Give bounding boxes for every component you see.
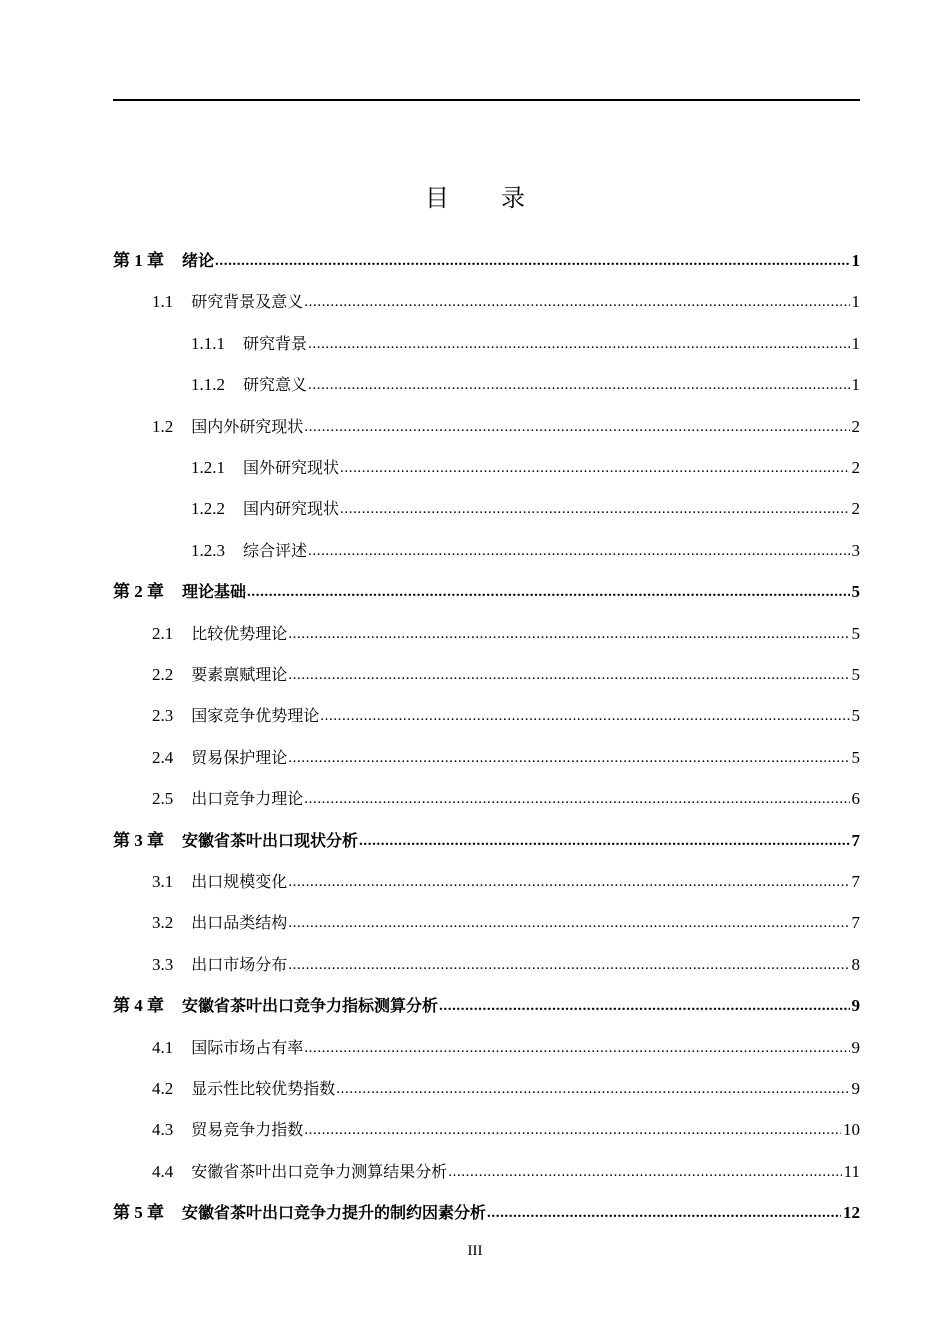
toc-dot-leader	[304, 1037, 849, 1059]
toc-entry[interactable]	[113, 577, 860, 603]
toc-entry-page: 7	[851, 872, 860, 891]
toc-entry-page: 1	[851, 375, 860, 394]
toc-entry-page: 8	[851, 955, 860, 974]
toc-title	[0, 178, 950, 214]
toc-dot-leader	[288, 871, 849, 893]
toc-entry-page: 2	[851, 458, 860, 477]
toc-entry-title: 综合评述	[243, 541, 308, 560]
toc-entry-number: 3.3	[152, 955, 174, 974]
toc-entry-title: 研究背景	[243, 334, 308, 353]
toc-dot-leader	[288, 664, 849, 686]
toc-entry-title: 绪论	[182, 251, 215, 270]
toc-entry-number: 第 1 章	[113, 251, 164, 270]
toc-entry-number: 1.1	[152, 292, 174, 311]
toc-entry-number: 4.4	[152, 1162, 174, 1181]
toc-entry-title: 理论基础	[182, 582, 247, 601]
toc-entry-page: 5	[851, 748, 860, 767]
toc-entry-page: 2	[851, 499, 860, 518]
toc-entry-title: 要素禀赋理论	[191, 665, 288, 684]
toc-entry-number: 第 5 章	[113, 1203, 164, 1222]
toc-entry-title: 贸易竞争力指数	[191, 1120, 304, 1139]
toc-entry[interactable]	[152, 908, 860, 934]
toc-entry-number: 第 3 章	[113, 831, 164, 850]
toc-entry-title: 国外研究现状	[243, 458, 340, 477]
toc-dot-leader	[288, 954, 849, 976]
toc-entry-title: 显示性比较优势指数	[191, 1079, 336, 1098]
toc-entry-page: 9	[851, 1079, 860, 1098]
toc-entry[interactable]	[113, 246, 860, 272]
toc-entry-number: 1.2.3	[191, 541, 225, 560]
toc-entry[interactable]	[191, 494, 860, 520]
toc-entry-page: 1	[851, 251, 860, 270]
toc-dot-leader	[215, 250, 849, 272]
toc-dot-leader	[308, 333, 849, 355]
toc-entry[interactable]	[152, 1033, 860, 1059]
toc-dot-leader	[439, 995, 849, 1017]
toc-entry-page: 1	[851, 292, 860, 311]
toc-entry-title: 出口规模变化	[191, 872, 288, 891]
toc-entry-title: 国内研究现状	[243, 499, 340, 518]
toc-entry-number: 2.2	[152, 665, 174, 684]
toc-entry-number: 3.2	[152, 913, 174, 932]
toc-entry[interactable]	[113, 991, 860, 1017]
toc-dot-leader	[304, 416, 849, 438]
toc-entry-number: 3.1	[152, 872, 174, 891]
toc-entry-title: 研究意义	[243, 375, 308, 394]
toc-dot-leader	[247, 581, 849, 603]
toc-entry-title: 安徽省茶叶出口竞争力测算结果分析	[191, 1162, 448, 1181]
toc-entry-number: 1.2.1	[191, 458, 225, 477]
toc-entry[interactable]	[152, 950, 860, 976]
toc-entry-number: 1.2	[152, 417, 174, 436]
toc-entry-number: 2.1	[152, 624, 174, 643]
toc-entry-page: 7	[851, 913, 860, 932]
toc-title-char-2: 录	[501, 184, 525, 212]
toc-entry[interactable]	[191, 536, 860, 562]
toc-entry-title: 国内外研究现状	[191, 417, 304, 436]
toc-entry-page: 3	[851, 541, 860, 560]
toc-entry[interactable]	[152, 1074, 860, 1100]
toc-entry-title: 安徽省茶叶出口竞争力指标测算分析	[182, 996, 439, 1015]
toc-dot-leader	[288, 623, 849, 645]
toc-entry-number: 4.2	[152, 1079, 174, 1098]
toc-dot-leader	[304, 788, 849, 810]
toc-entry-number: 4.3	[152, 1120, 174, 1139]
toc-entry-title: 出口竞争力理论	[191, 789, 304, 808]
toc-entry[interactable]	[152, 660, 860, 686]
toc-dot-leader	[448, 1161, 841, 1183]
toc-entry-page: 5	[851, 706, 860, 725]
toc-entry-number: 4.1	[152, 1038, 174, 1057]
toc-entry-page: 10	[843, 1120, 860, 1139]
toc-entry[interactable]	[152, 743, 860, 769]
toc-dot-leader	[320, 705, 849, 727]
toc-entry[interactable]	[152, 1115, 860, 1141]
toc-entry-number: 1.2.2	[191, 499, 225, 518]
toc-entry-number: 2.5	[152, 789, 174, 808]
toc-entry-title: 贸易保护理论	[191, 748, 288, 767]
toc-entry[interactable]	[152, 867, 860, 893]
toc-entry[interactable]	[191, 453, 860, 479]
toc-entry-page: 5	[851, 582, 860, 601]
toc-entry-page: 6	[851, 789, 860, 808]
toc-entry-page: 7	[851, 831, 860, 850]
toc-entry-number: 1.1.1	[191, 334, 225, 353]
toc-entry-page: 11	[843, 1162, 860, 1181]
toc-entry-number: 2.3	[152, 706, 174, 725]
toc-entry[interactable]	[191, 370, 860, 396]
toc-entry-number: 第 2 章	[113, 582, 164, 601]
toc-entry-page: 5	[851, 665, 860, 684]
toc-dot-leader	[308, 540, 849, 562]
toc-entry[interactable]	[152, 784, 860, 810]
toc-entry-page: 12	[843, 1203, 860, 1222]
toc-dot-leader	[359, 830, 849, 852]
toc-entry-title: 国际市场占有率	[191, 1038, 304, 1057]
toc-title-char-1: 目	[425, 184, 449, 212]
toc-entry[interactable]	[113, 1198, 860, 1224]
toc-entry[interactable]	[152, 701, 860, 727]
toc-entry[interactable]	[191, 329, 860, 355]
toc-dot-leader	[336, 1078, 849, 1100]
toc-entry-title: 研究背景及意义	[191, 292, 304, 311]
toc-dot-leader	[308, 374, 849, 396]
toc-dot-leader	[304, 1119, 841, 1141]
toc-entry-page: 9	[851, 996, 860, 1015]
toc-entry-number: 1.1.2	[191, 375, 225, 394]
toc-entry-page: 5	[851, 624, 860, 643]
toc-entry[interactable]	[152, 1157, 860, 1183]
page-number: III	[467, 1243, 483, 1259]
toc-entry-page: 2	[851, 417, 860, 436]
toc-dot-leader	[304, 291, 849, 313]
toc-entry-page: 1	[851, 334, 860, 353]
toc-entry-title: 出口品类结构	[191, 913, 288, 932]
toc-entry-page: 9	[851, 1038, 860, 1057]
toc-entry-number: 2.4	[152, 748, 174, 767]
toc-entry[interactable]	[113, 826, 860, 852]
toc-entry-title: 安徽省茶叶出口现状分析	[182, 831, 359, 850]
toc-dot-leader	[288, 747, 849, 769]
toc-dot-leader	[340, 498, 849, 520]
toc-entry-title: 国家竞争优势理论	[191, 706, 320, 725]
toc-entry-title: 比较优势理论	[191, 624, 288, 643]
toc-entry[interactable]	[152, 619, 860, 645]
toc-entry[interactable]	[152, 412, 860, 438]
toc-dot-leader	[340, 457, 849, 479]
toc-dot-leader	[487, 1202, 841, 1224]
toc-dot-leader	[288, 912, 849, 934]
toc-entry-title: 出口市场分布	[191, 955, 288, 974]
toc-entry[interactable]	[152, 287, 860, 313]
toc-entry-title: 安徽省茶叶出口竞争力提升的制约因素分析	[182, 1203, 487, 1222]
header-rule	[113, 99, 860, 101]
toc-entry-number: 第 4 章	[113, 996, 164, 1015]
